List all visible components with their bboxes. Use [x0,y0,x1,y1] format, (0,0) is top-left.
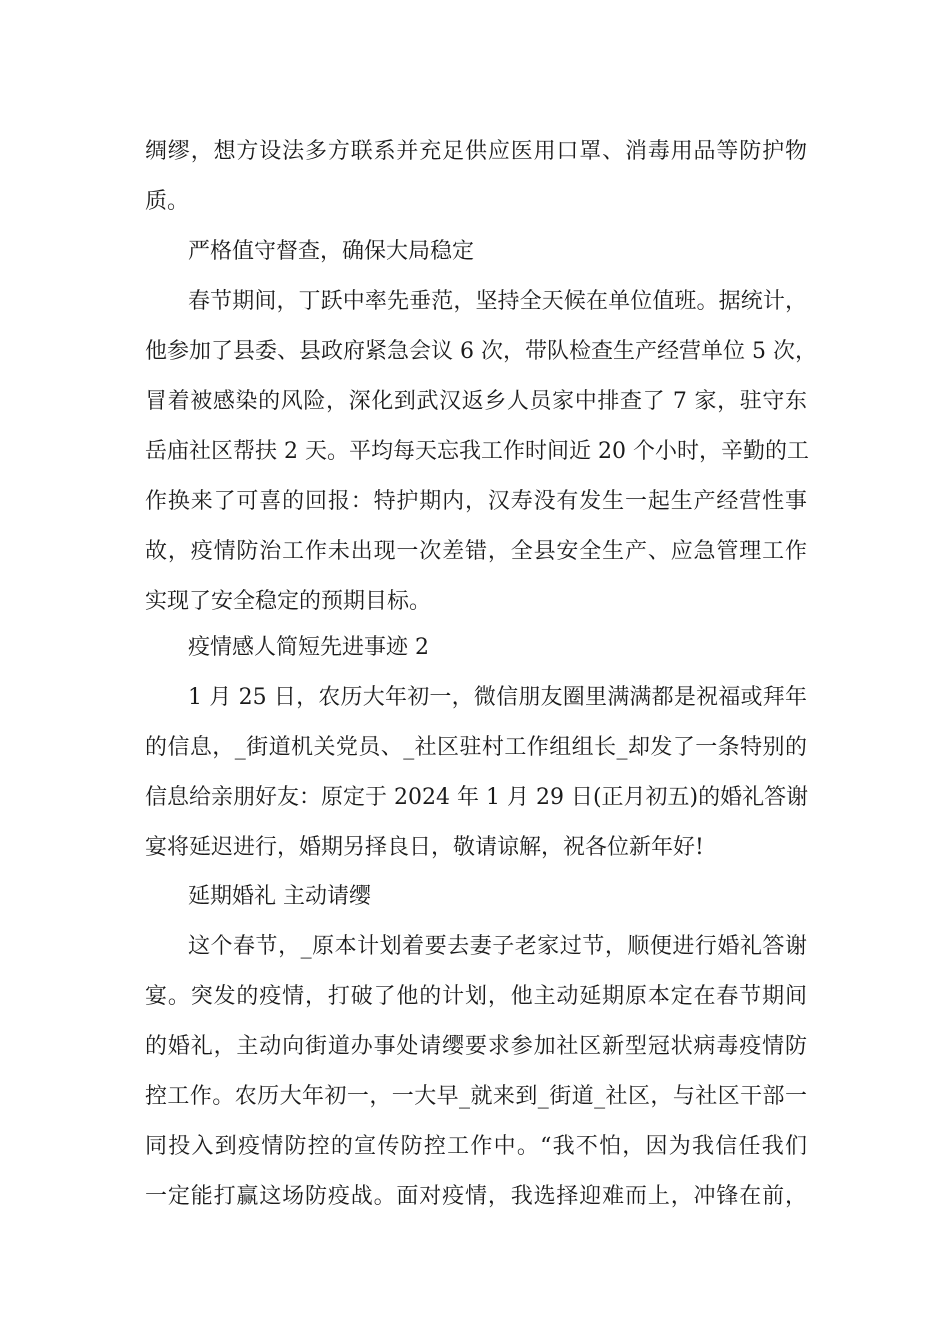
line-text: 同投入到疫情防控的宣传防控工作中。“我不怕，因为我信任我们 [145,1134,807,1159]
line-text: 宴。突发的疫情，打破了他的计划，他主动延期原本定在春节期间 [145,984,807,1009]
paragraph-line [0,972,950,1022]
line-text: 故，疫情防治工作未出现一次差错，全县安全生产、应急管理工作 [145,539,807,564]
paragraph-line [0,477,950,527]
paragraph-line [0,823,950,873]
line-text: 实现了安全稳定的预期目标。 [145,589,432,614]
paragraph-line [0,427,950,477]
line-text: 作换来了可喜的回报：特护期内，汉寿没有发生一起生产经营性事 [145,489,807,514]
paragraph-line [0,1172,950,1222]
line-text: 冒着被感染的风险，深化到武汉返乡人员家中排查了 7 家，驻守东 [145,389,807,414]
line-text: 他参加了县委、县政府紧急会议 6 次，带队检查生产经营单位 5 次， [145,339,817,364]
paragraph-line [0,527,950,577]
heading-text: 疫情感人简短先进事迹 2 [188,635,429,660]
paragraph-line [0,127,950,177]
section-heading [0,227,950,277]
line-text: 控工作。农历大年初一，一大早_就来到_街道_社区，与社区干部一 [145,1084,807,1109]
line-text: 的婚礼，主动向街道办事处请缨要求参加社区新型冠状病毒疫情防 [145,1034,807,1059]
line-text: 的信息，_街道机关党员、_社区驻村工作组组长_却发了一条特别的 [145,735,807,760]
line-text: 质。 [145,189,190,214]
heading-text: 严格值守督查，确保大局稳定 [188,239,475,264]
line-text: 信息给亲朋好友：原定于 2024 年 1 月 29 日(正月初五)的婚礼答谢 [145,785,809,810]
paragraph-line [0,177,950,227]
paragraph-line [0,327,950,377]
paragraph-line [0,922,950,972]
paragraph-line [0,723,950,773]
line-text: 这个春节，_原本计划着要去妻子老家过节，顺便进行婚礼答谢 [188,934,807,959]
line-text: 一定能打赢这场防疫战。面对疫情，我选择迎难而上，冲锋在前， [145,1184,807,1209]
paragraph-line [0,1122,950,1172]
paragraph-line [0,277,950,327]
line-text: 1 月 25 日，农历大年初一，微信朋友圈里满满都是祝福或拜年 [188,685,807,710]
paragraph-line [0,773,950,823]
section-heading [0,623,950,673]
heading-text: 延期婚礼 主动请缨 [188,884,371,909]
paragraph-line [0,377,950,427]
line-text: 绸缪，想方设法多方联系并充足供应医用口罩、消毒用品等防护物 [145,139,807,164]
line-text: 春节期间，丁跃中率先垂范，坚持全天候在单位值班。据统计， [188,289,807,314]
line-text: 宴将延迟进行，婚期另择良日，敬请谅解，祝各位新年好! [145,835,704,860]
paragraph-line [0,1072,950,1122]
paragraph-line [0,673,950,723]
paragraph-line [0,1022,950,1072]
line-text: 岳庙社区帮扶 2 天。平均每天忘我工作时间近 20 个小时，辛勤的工 [145,439,809,464]
section-heading [0,872,950,922]
paragraph-line [0,577,950,627]
